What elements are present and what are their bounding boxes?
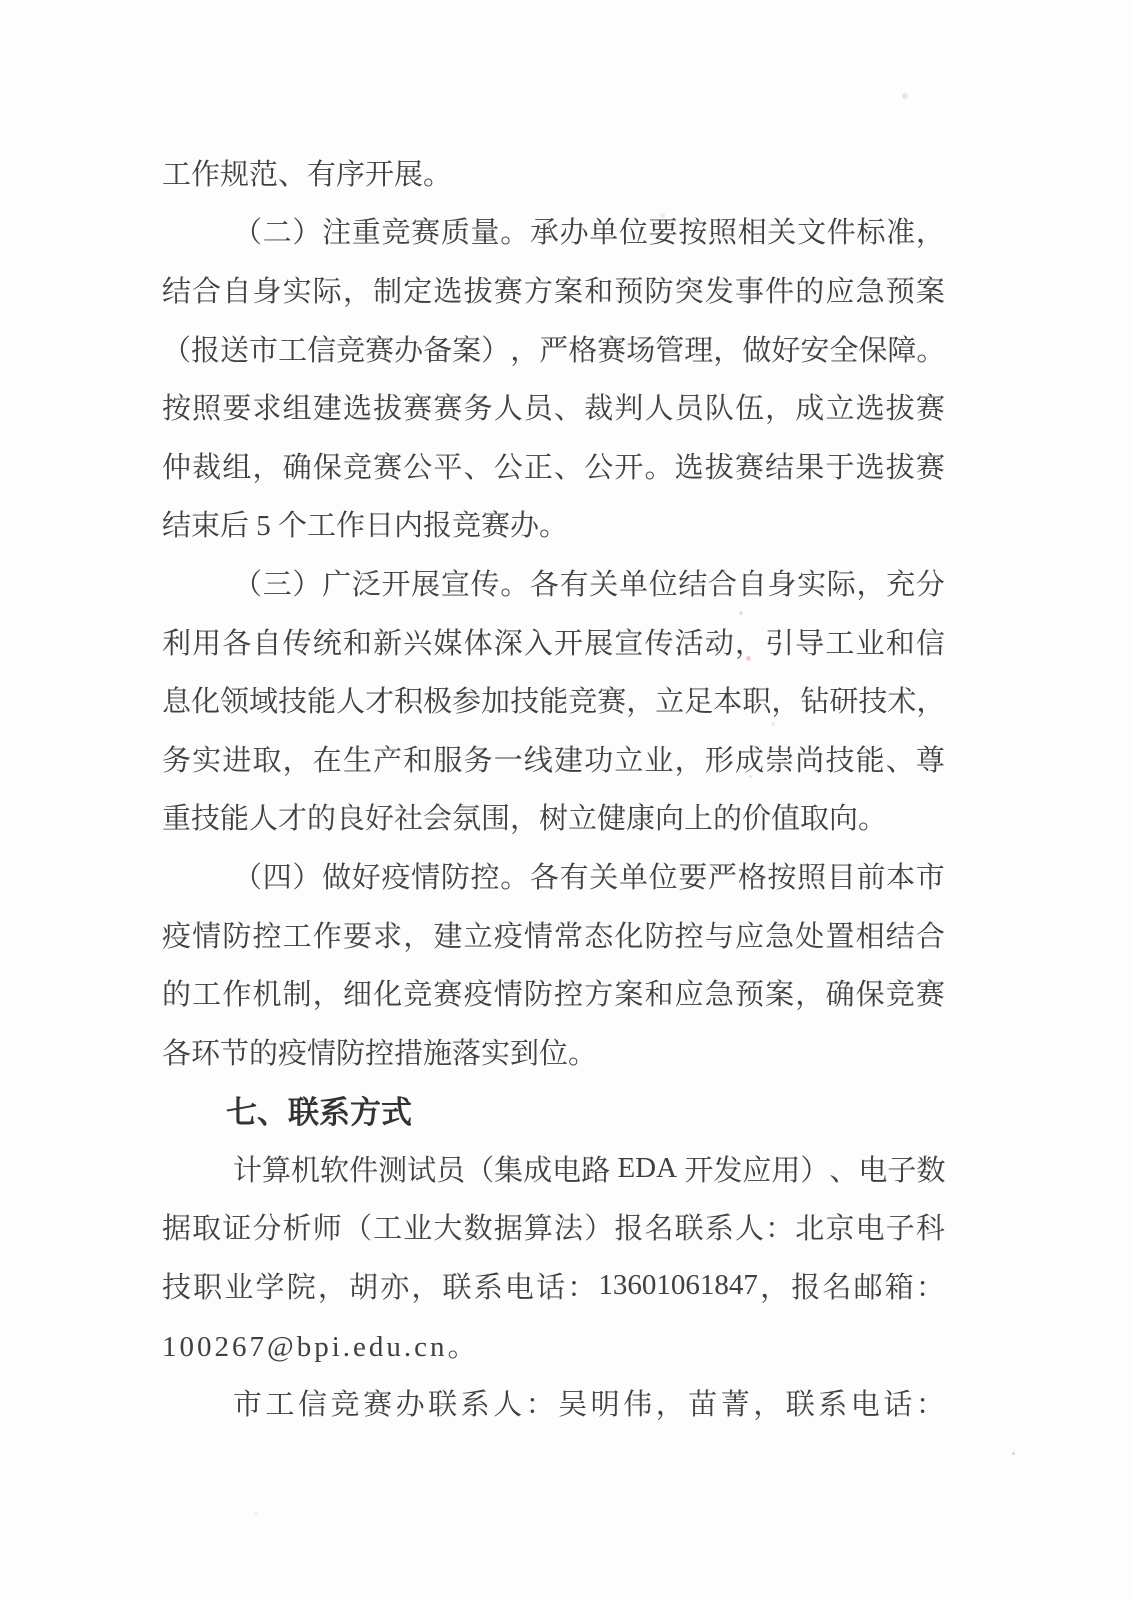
text-line: 据 取 证 分 析 师 （ 工 业 大 数 据 算 法 ） 报 名 联 系 人 ： 北 京 电 子 科 (162, 1213, 945, 1246)
section-heading: 七、联系方式 (226, 1095, 412, 1131)
text-line: （ 四 ） 做 好 疫 情 防 控 。 各 有 关 单 位 要 严 格 按 照 目 前 本 市 (233, 861, 945, 894)
text-line: 结束后 5 个工作日内报竞赛办。 (162, 510, 569, 543)
text-line: （ 二 ） 注 重 竞 赛 质 量 。 承 办 单 位 要 按 照 相 关 文 件 标 准 ， (233, 217, 945, 250)
text-line: 仲 裁 组 ， 确 保 竞 赛 公 平 、 公 正 、 公 开 。 选 拔 赛 结 果 于 选 拔 赛 (162, 451, 945, 484)
text-line: 息 化 领 域 技 能 人 才 积 极 参 加 技 能 竞 赛 ， 立 足 本 职 ， 钻 研 技 术 ， (162, 686, 946, 719)
scan-speck (1012, 1452, 1015, 1455)
text-line: 计 算 机 软 件 测 试 员 （ 集 成 电 路 EDA 开 发 应 用 ） 、 电 子 数 (233, 1151, 946, 1187)
scan-speck (254, 1512, 258, 1516)
text-line: 按 照 要 求 组 建 选 拔 赛 赛 务 人 员 、 裁 判 人 员 队 伍 ， 成 立 选 拔 赛 (162, 393, 945, 426)
text-line: 各环节的疫情防控措施落实到位。 (162, 1037, 598, 1070)
text-line: 务 实 进 取 ， 在 生 产 和 服 务 一 线 建 功 立 业 ， 形 成 崇 尚 技 能 、 尊 (162, 744, 945, 777)
text-line: 重技能人才的良好社会氛围，树立健康向上的价值取向。 (162, 803, 888, 836)
text-line: 100267@bpi.edu.cn。 (162, 1330, 480, 1363)
text-line: （ 三 ） 广 泛 开 展 宣 传 。 各 有 关 单 位 结 合 自 身 实 际 ， 充 分 (233, 568, 945, 601)
text-line: 技 职 业 学 院 ， 胡 亦 ， 联 系 电 话 ： 13601061847 ， 报 名 邮 箱 ： (162, 1269, 945, 1305)
text-line: 利 用 各 自 传 统 和 新 兴 媒 体 深 入 开 展 宣 传 活 动 ， 引 导 工 业 和 信 (162, 627, 945, 660)
text-line: （ 报 送 市 工 信 竞 赛 办 备 案 ） ， 严 格 赛 场 管 理 ， 做 好 安 全 保 障 。 (162, 334, 946, 367)
text-line: 工作规范、有序开展。 (162, 158, 453, 191)
document-text (162, 143, 945, 1432)
text-line: 市 工 信 竞 赛 办 联 系 人 ： 吴 明 伟 ， 苗 菁 ， 联 系 电 话 ： (233, 1389, 945, 1422)
scan-speck (902, 93, 908, 99)
text-line: 疫 情 防 控 工 作 要 求 ， 建 立 疫 情 常 态 化 防 控 与 应 急 处 置 相 结 合 (162, 920, 945, 953)
text-line: 的 工 作 机 制 ， 细 化 竞 赛 疫 情 防 控 方 案 和 应 急 预 案 ， 确 保 竞 赛 (162, 979, 945, 1012)
text-line: 结 合 自 身 实 际 ， 制 定 选 拔 赛 方 案 和 预 防 突 发 事 件 的 应 急 预 案 (162, 275, 945, 308)
